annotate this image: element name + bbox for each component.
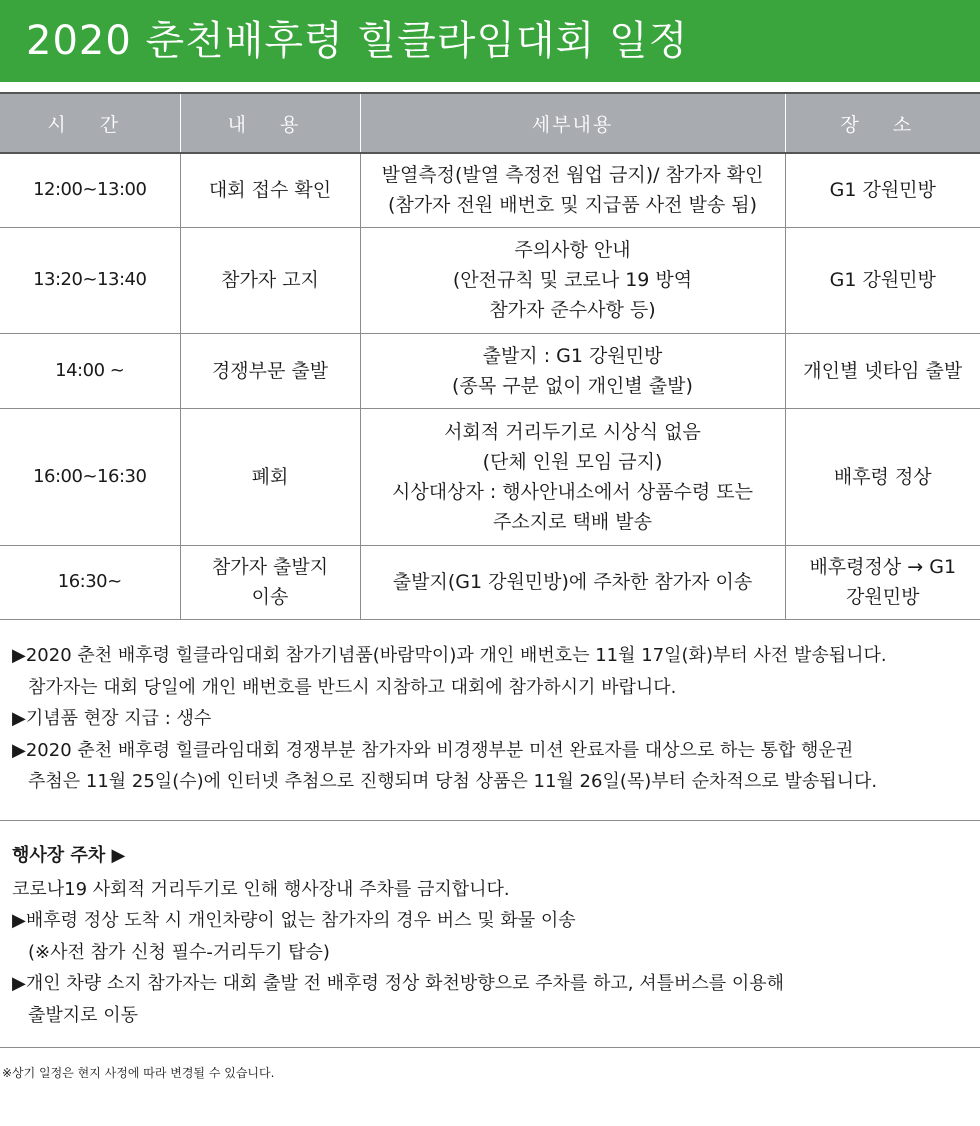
- cell-details: [360, 227, 785, 333]
- cell-place: [785, 153, 980, 227]
- cell-time: 13:20~13:40: [0, 227, 180, 333]
- cell-place: [785, 227, 980, 333]
- place-line: 개인별 넷타임 출발: [803, 359, 963, 382]
- place-line: G1 강원민방: [829, 269, 936, 291]
- cell-time: 14:00 ~: [0, 333, 180, 408]
- cell-time: 16:30~: [0, 545, 180, 619]
- cell-content: 참가자 출발지 이송: [180, 545, 360, 619]
- parking-section: [12, 840, 972, 1031]
- place-line: G1 강원민방: [829, 179, 936, 202]
- header-details: 세부내용: [360, 93, 785, 153]
- table-row: [0, 545, 980, 619]
- detail-line: (단체 인원 모임 금지): [482, 450, 663, 473]
- table-row: [0, 408, 980, 545]
- parking-line: 출발지로 이동: [28, 1004, 139, 1026]
- detail-line: (안전규칙 및 코로나 19 방역: [452, 269, 693, 291]
- cell-place: [785, 333, 980, 408]
- cell-details: [360, 333, 785, 408]
- note-line: ▶기념품 현장 지급 : 생수: [12, 708, 212, 729]
- note-line: ▶2020 춘천 배후령 힐클라임대회 경쟁부분 참가자와 비경쟁부분 미션 완료자를 대상으로 하는 통합 행운권: [12, 739, 854, 761]
- cell-place: [785, 408, 980, 545]
- parking-line: (※사전 참가 신청 필수-거리두기 탑승): [28, 941, 330, 963]
- cell-details: [360, 408, 785, 545]
- cell-content: 대회 접수 확인: [180, 153, 360, 227]
- table-header-row: [0, 93, 980, 153]
- cell-content: 참가자 고지: [180, 227, 360, 333]
- place-line: 강원민방: [846, 586, 920, 608]
- header-time: 시 간: [0, 93, 180, 153]
- detail-line: 발열측정(발열 측정전 웜업 금지)/ 참가자 확인: [381, 164, 764, 187]
- header-content: 내 용: [180, 93, 360, 153]
- detail-line: 주의사항 안내: [514, 239, 631, 261]
- detail-line: 출발지(G1 강원민방)에 주차한 참가자 이송: [392, 571, 753, 593]
- note-line: 참가자는 대회 당일에 개인 배번호를 반드시 지참하고 대회에 참가하시기 바랍니다.: [28, 676, 677, 698]
- cell-content: 폐회: [180, 408, 360, 545]
- parking-line: ▶개인 차량 소지 참가자는 대회 출발 전 배후령 정상 화천방향으로 주차를 하고, 셔틀버스를 이용해: [12, 973, 785, 994]
- cell-content: 경쟁부문 출발: [180, 333, 360, 408]
- note-line: 추첨은 11월 25일(수)에 인터넷 추첨으로 진행되며 당첨 상품은 11월 26일(목)부터 순차적으로 발송됩니다.: [28, 771, 878, 792]
- detail-line: (종목 구분 없이 개인별 출발): [452, 374, 693, 397]
- detail-line: 출발지 : G1 강원민방: [482, 344, 663, 367]
- table-row: [0, 333, 980, 408]
- place-line: 배후령정상 → G1: [809, 556, 957, 578]
- detail-line: (참가자 전원 배번호 및 지급품 사전 발송 됨): [387, 194, 758, 217]
- detail-line: 시상대상자 : 행사안내소에서 상품수령 또는: [392, 480, 753, 503]
- place-line: 배후령 정상: [833, 465, 932, 488]
- header-place: 장 소: [785, 93, 980, 153]
- note-line: ▶2020 춘천 배후령 힐클라임대회 참가기념품(바람막이)과 개인 배번호는 11월 17일(화)부터 사전 발송됩니다.: [12, 645, 887, 666]
- cell-details: [360, 153, 785, 227]
- schedule-table: [0, 92, 980, 620]
- parking-heading: 행사장 주차 ▶: [12, 845, 126, 866]
- page-title: 2020 춘천배후령 힐클라임대회 일정: [0, 0, 980, 82]
- table-row: [0, 153, 980, 227]
- cell-place: [785, 545, 980, 619]
- parking-line: 코로나19 사회적 거리두기로 인해 행사장내 주차를 금지합니다.: [12, 878, 510, 900]
- detail-line: 서회적 거리두기로 시상식 없음: [444, 420, 701, 443]
- cell-time: 12:00~13:00: [0, 153, 180, 227]
- footnote: ※상기 일정은 현지 사정에 따라 변경될 수 있습니다.: [2, 1066, 275, 1080]
- detail-line: 참가자 준수사항 등): [489, 299, 656, 321]
- cell-time: 16:00~16:30: [0, 408, 180, 545]
- notes-section: [12, 640, 972, 798]
- parking-line: ▶배후령 정상 도착 시 개인차량이 없는 참가자의 경우 버스 및 화물 이송: [12, 910, 576, 931]
- divider: [0, 820, 980, 821]
- table-row: [0, 227, 980, 333]
- detail-line: 주소지로 택배 발송: [493, 510, 652, 533]
- cell-details: [360, 545, 785, 619]
- divider: [0, 1047, 980, 1048]
